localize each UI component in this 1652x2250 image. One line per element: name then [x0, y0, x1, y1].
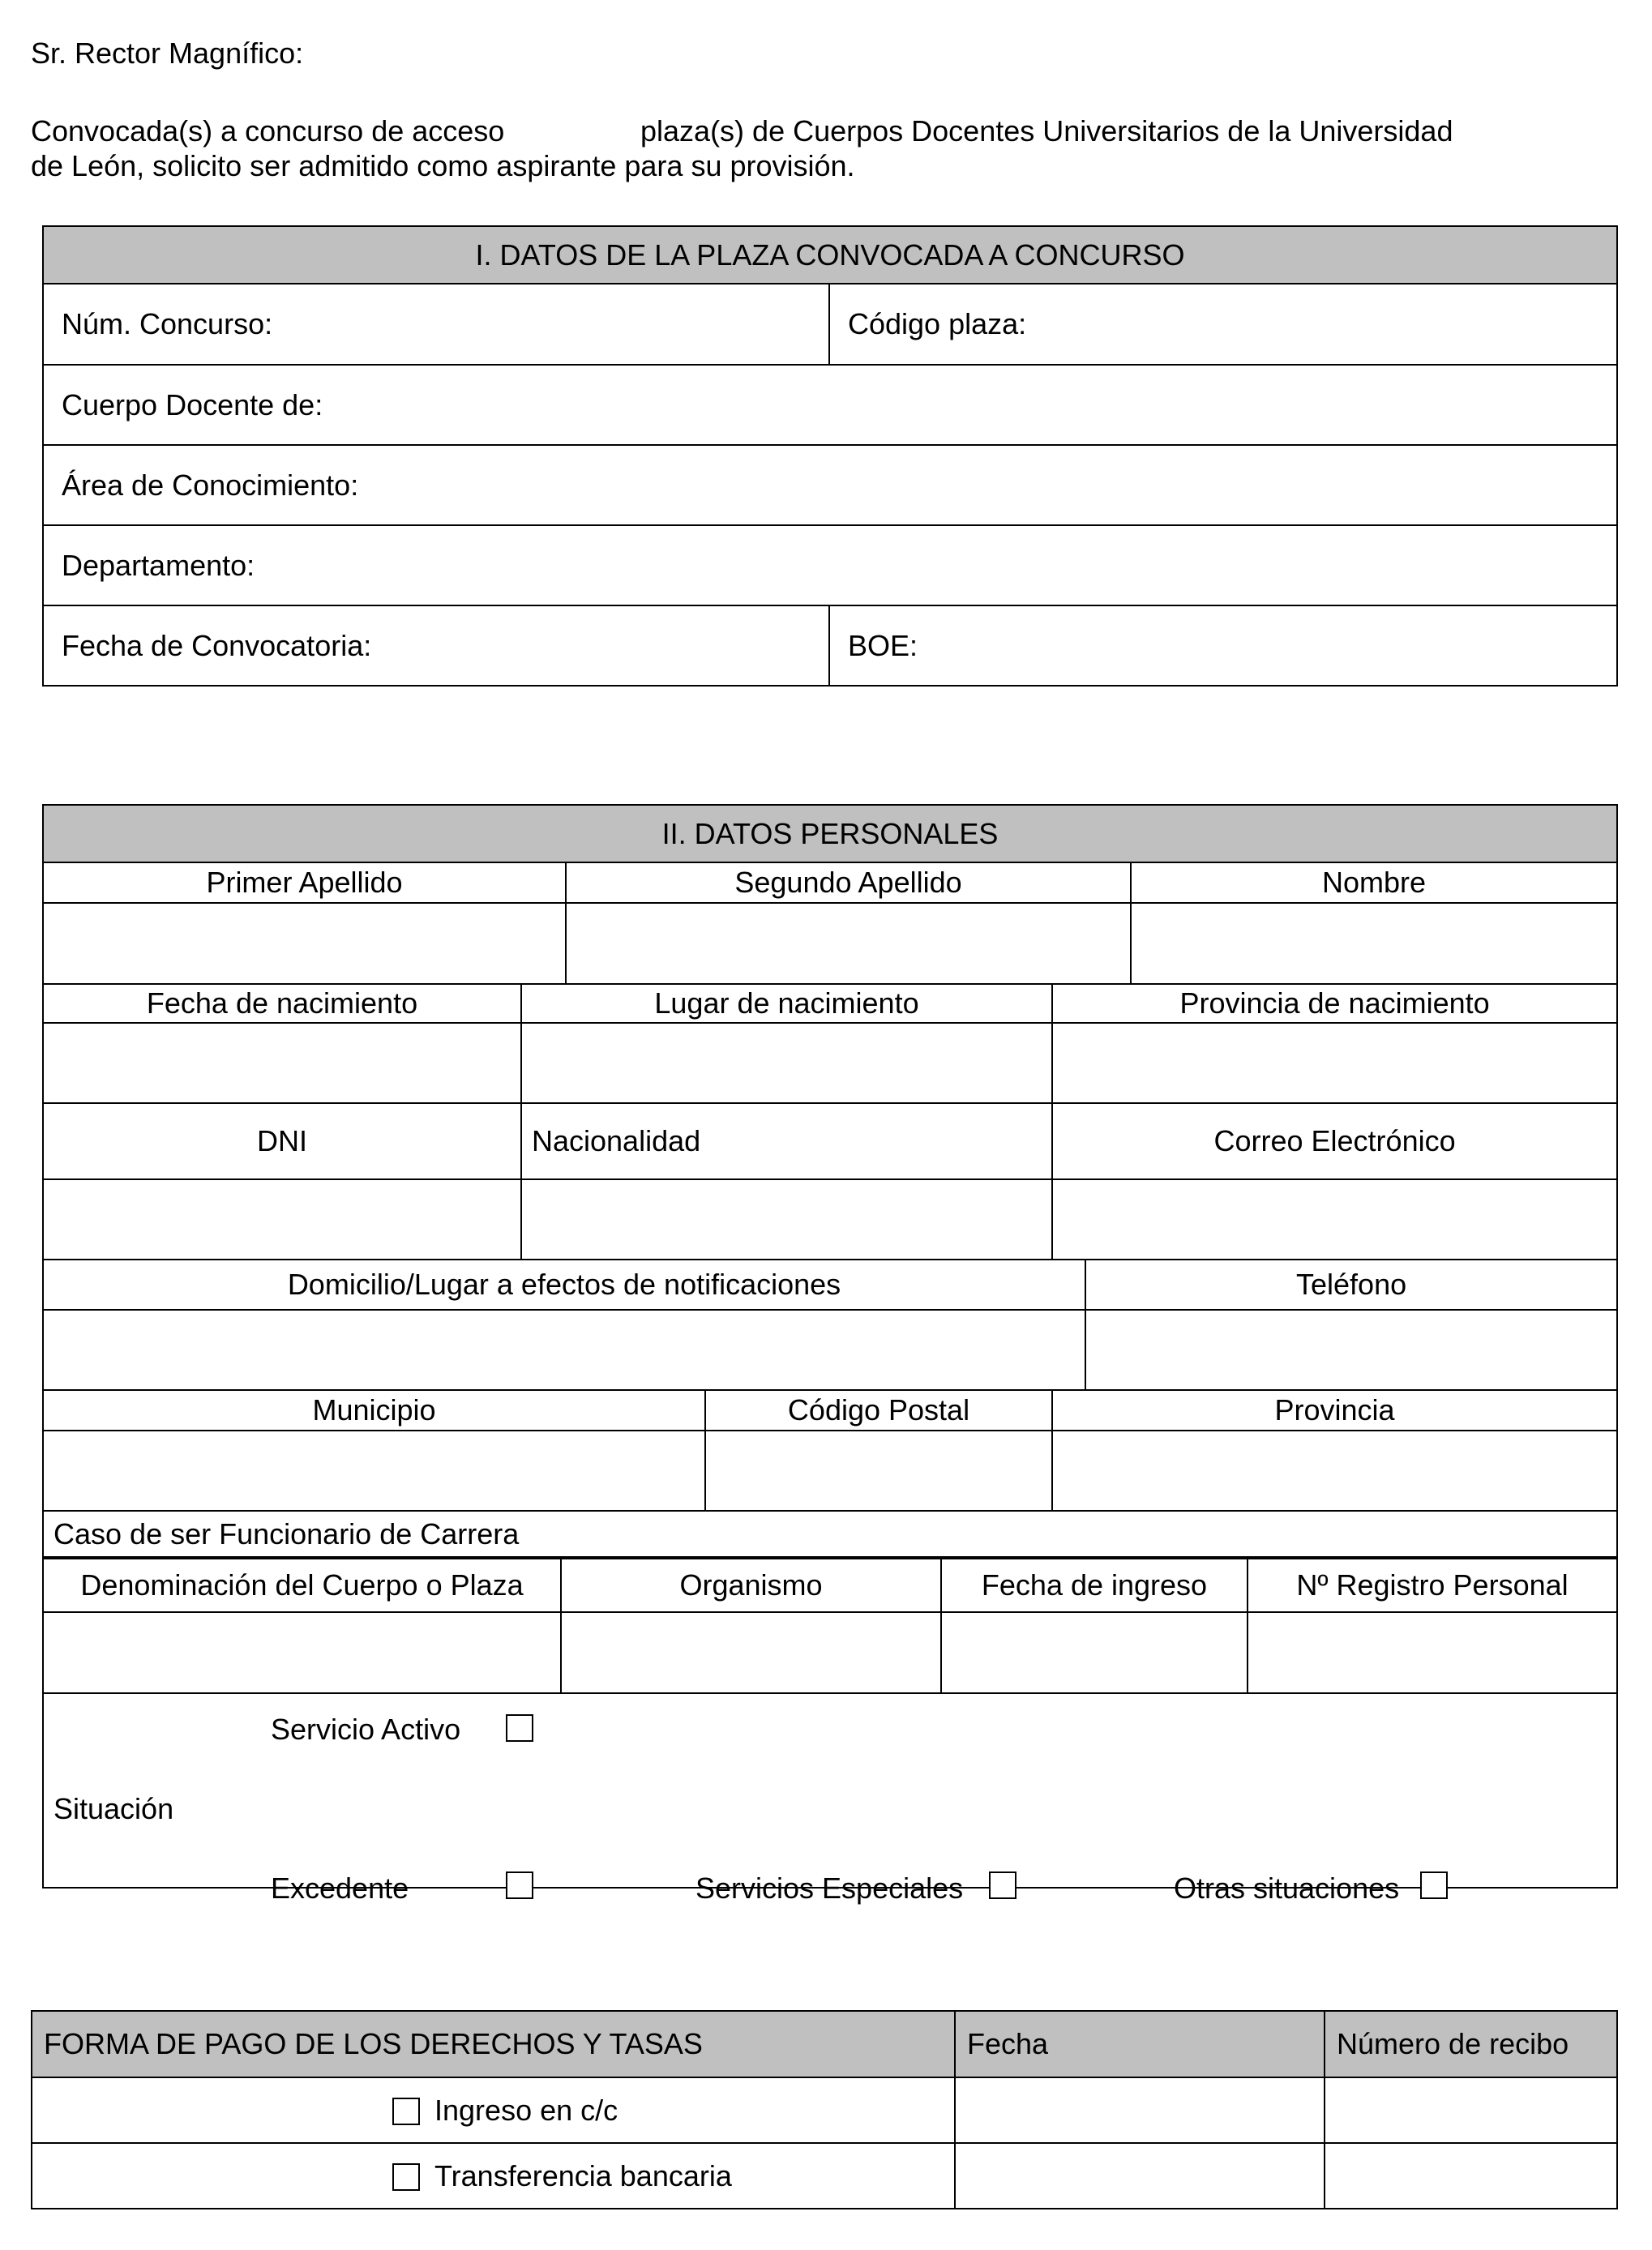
- provincia-label: Provincia: [1052, 1390, 1617, 1431]
- registro-input[interactable]: [1248, 1612, 1617, 1693]
- intro-line2: de León, solicito ser admitido como aspirante para su provisión.: [31, 149, 855, 182]
- domicilio-input[interactable]: [43, 1310, 1085, 1390]
- codigo-plaza-field[interactable]: Código plaza:: [829, 284, 1617, 365]
- fecha-nacimiento-input[interactable]: [43, 1023, 521, 1103]
- servicio-activo-label: Servicio Activo: [271, 1713, 461, 1746]
- codigo-postal-label: Código Postal: [705, 1390, 1052, 1431]
- organismo-label: Organismo: [561, 1559, 941, 1612]
- nombre-input[interactable]: [1131, 903, 1617, 984]
- payment-table: [31, 2010, 1618, 2209]
- payment-title: FORMA DE PAGO DE LOS DERECHOS Y TASAS: [32, 2011, 955, 2077]
- boe-field[interactable]: BOE:: [829, 605, 1617, 686]
- municipio-label: Municipio: [43, 1390, 705, 1431]
- denominacion-label: Denominación del Cuerpo o Plaza: [43, 1559, 561, 1612]
- personal-data-table: [42, 804, 1618, 1558]
- excedente-checkbox[interactable]: [506, 1871, 533, 1899]
- situacion-cell: [43, 1693, 1617, 1905]
- nacionalidad-input[interactable]: [521, 1179, 1052, 1260]
- transferencia-fecha-input[interactable]: [955, 2143, 1325, 2209]
- plaza-data-table: [42, 225, 1618, 687]
- servicios-especiales-label: Servicios Especiales: [695, 1871, 964, 1905]
- intro-part2: plaza(s) de Cuerpos Docentes Universitarios de la Universidad: [640, 114, 1453, 148]
- dni-input[interactable]: [43, 1179, 521, 1260]
- ingreso-recibo-input[interactable]: [1325, 2077, 1617, 2143]
- fecha-ingreso-label: Fecha de ingreso: [941, 1559, 1248, 1612]
- funcionario-table: [42, 1558, 1618, 1905]
- payment-recibo-label: Número de recibo: [1325, 2011, 1617, 2077]
- organismo-input[interactable]: [561, 1612, 941, 1693]
- dni-label: DNI: [43, 1103, 521, 1179]
- provincia-nacimiento-label: Provincia de nacimiento: [1052, 984, 1617, 1023]
- fecha-ingreso-input[interactable]: [941, 1612, 1248, 1693]
- departamento-field[interactable]: Departamento:: [43, 525, 1617, 605]
- payment-fecha-label: Fecha: [955, 2011, 1325, 2077]
- provincia-nacimiento-input[interactable]: [1052, 1023, 1617, 1103]
- lugar-nacimiento-input[interactable]: [521, 1023, 1052, 1103]
- lugar-nacimiento-label: Lugar de nacimiento: [521, 984, 1052, 1023]
- transferencia-label: Transferencia bancaria: [434, 2158, 732, 2192]
- section1-title: I. DATOS DE LA PLAZA CONVOCADA A CONCURSO: [43, 226, 1617, 284]
- segundo-apellido-input[interactable]: [566, 903, 1131, 984]
- ingreso-fecha-input[interactable]: [955, 2077, 1325, 2143]
- domicilio-label: Domicilio/Lugar a efectos de notificaciones: [43, 1260, 1085, 1310]
- municipio-input[interactable]: [43, 1431, 705, 1511]
- segundo-apellido-label: Segundo Apellido: [566, 862, 1131, 903]
- otras-situaciones-label: Otras situaciones: [1174, 1871, 1400, 1905]
- nacionalidad-label: Nacionalidad: [521, 1103, 1052, 1179]
- codigo-postal-input[interactable]: [705, 1431, 1052, 1511]
- salutation: Sr. Rector Magnífico:: [31, 36, 304, 70]
- situacion-label: Situación: [53, 1792, 174, 1825]
- cuerpo-docente-field[interactable]: Cuerpo Docente de:: [43, 365, 1617, 445]
- area-conocimiento-field[interactable]: Área de Conocimiento:: [43, 445, 1617, 525]
- servicio-activo-checkbox[interactable]: [506, 1714, 533, 1742]
- primer-apellido-input[interactable]: [43, 903, 566, 984]
- transferencia-checkbox[interactable]: [392, 2163, 420, 2191]
- transferencia-option: [32, 2143, 955, 2209]
- primer-apellido-label: Primer Apellido: [43, 862, 566, 903]
- otras-situaciones-checkbox[interactable]: [1420, 1871, 1448, 1899]
- intro-part1: Convocada(s) a concurso de acceso: [31, 114, 505, 148]
- registro-label: Nº Registro Personal: [1248, 1559, 1617, 1612]
- excedente-label: Excedente: [271, 1871, 409, 1905]
- telefono-label: Teléfono: [1085, 1260, 1617, 1310]
- num-concurso-field[interactable]: Núm. Concurso:: [43, 284, 829, 365]
- correo-input[interactable]: [1052, 1179, 1617, 1260]
- section2-title: II. DATOS PERSONALES: [43, 805, 1617, 862]
- funcionario-label: Caso de ser Funcionario de Carrera: [43, 1511, 1617, 1557]
- fecha-nacimiento-label: Fecha de nacimiento: [43, 984, 521, 1023]
- nombre-label: Nombre: [1131, 862, 1617, 903]
- telefono-input[interactable]: [1085, 1310, 1617, 1390]
- servicios-especiales-checkbox[interactable]: [989, 1871, 1016, 1899]
- provincia-input[interactable]: [1052, 1431, 1617, 1511]
- correo-label: Correo Electrónico: [1052, 1103, 1617, 1179]
- fecha-convocatoria-field[interactable]: Fecha de Convocatoria:: [43, 605, 829, 686]
- ingreso-checkbox[interactable]: [392, 2098, 420, 2125]
- ingreso-option: [32, 2077, 955, 2143]
- transferencia-recibo-input[interactable]: [1325, 2143, 1617, 2209]
- denominacion-input[interactable]: [43, 1612, 561, 1693]
- ingreso-label: Ingreso en c/c: [434, 2093, 618, 2127]
